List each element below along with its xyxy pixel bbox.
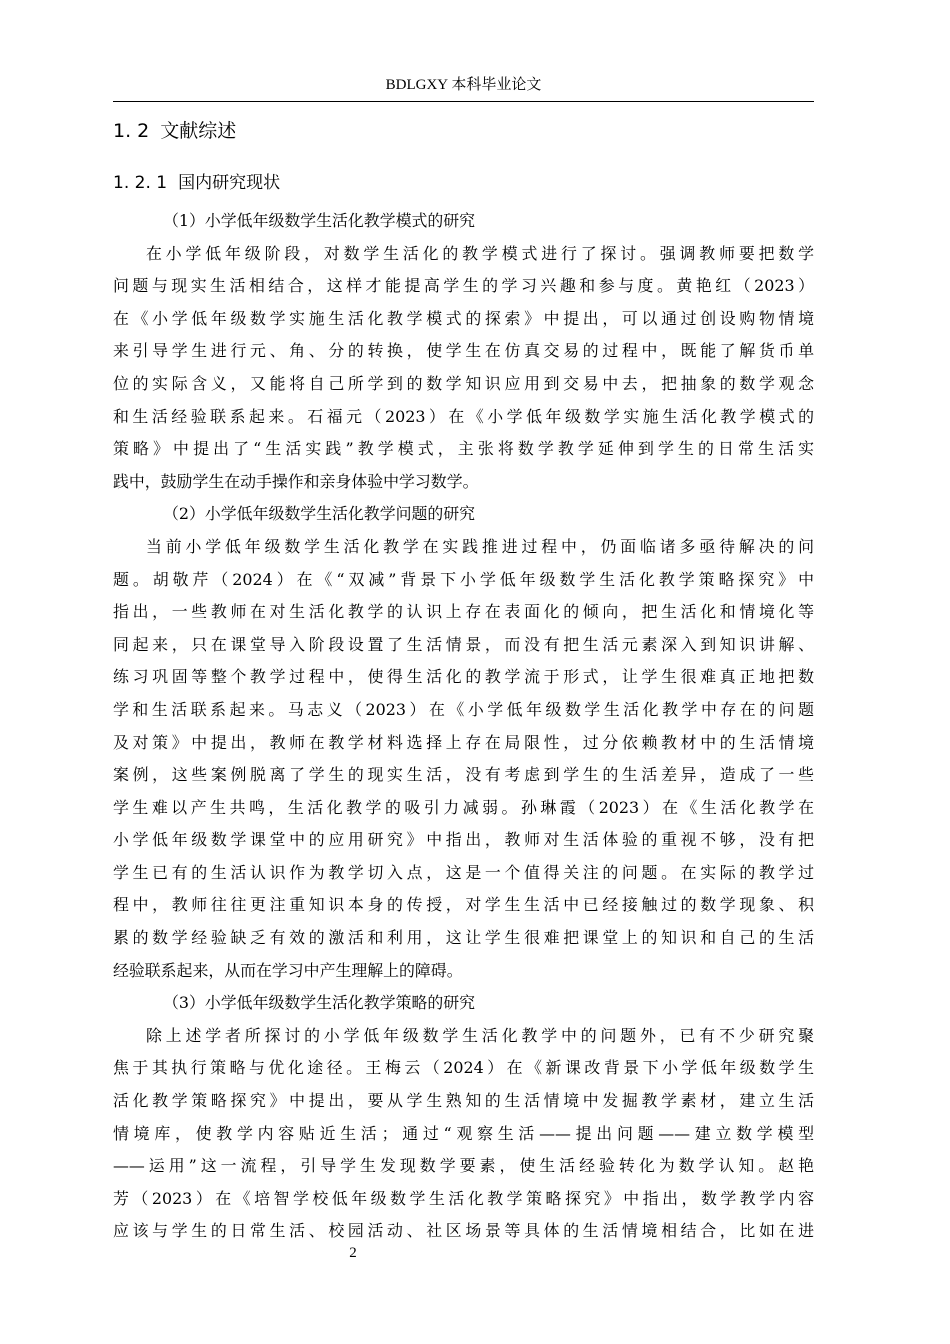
- body-text-line: 练习巩固等整个教学过程中，使得生活化的教学流于形式，让学生很难真正地把数: [113, 667, 814, 687]
- body-text-line: 累的数学经验缺乏有效的激活和利用，这让学生很难把课堂上的知识和自己的生活: [113, 928, 814, 948]
- subsection-number: 1. 2. 1: [113, 173, 168, 193]
- body-text-line: 指出，一些教师在对生活化教学的认识上存在表面化的倾向，把生活化和情境化等: [113, 602, 814, 622]
- body-text-line: 在小学低年级阶段，对数学生活化的教学模式进行了探讨。强调教师要把数学: [146, 243, 814, 263]
- body-text-line: 学和生活联系起来。马志义（2023）在《小学低年级数学生活化教学中存在的问题: [113, 699, 814, 719]
- section-title: 文献综述: [160, 120, 237, 142]
- body-text-line: 除上述学者所探讨的小学低年级数学生活化教学中的问题外，已有不少研究聚: [146, 1025, 814, 1045]
- body-text-line: 在《小学低年级数学实施生活化教学模式的探索》中提出，可以通过创设购物情境: [113, 308, 814, 328]
- body-text-line: 活化教学策略探究》中提出，要从学生熟知的生活情境中发掘教学素材，建立生活: [113, 1091, 814, 1111]
- page-number: 2: [349, 1245, 357, 1261]
- subsection-label-line: （1）小学低年级数学生活化教学模式的研究: [163, 211, 476, 230]
- section-heading: [113, 117, 236, 145]
- body-text-line: 践中，鼓励学生在动手操作和亲身体验中学习数学。: [113, 471, 479, 491]
- body-text-line: 学生已有的生活认识作为教学切入点，这是一个值得关注的问题。在实际的教学过: [113, 862, 814, 882]
- body-text-line: 应该与学生的日常生活、校园活动、社区场景等具体的生活情境相结合，比如在进: [113, 1221, 814, 1241]
- subsection-label-line: （3）小学低年级数学生活化教学策略的研究: [163, 993, 476, 1013]
- body-text-line: 题。胡敬芹（2024）在《“双减”背景下小学低年级数学生活化教学策略探究》中: [113, 569, 814, 589]
- body-text-line: 芳（2023）在《培智学校低年级数学生活化教学策略探究》中指出，数学教学内容: [113, 1188, 814, 1208]
- body-text-line: 和生活经验联系起来。石福元（2023）在《小学低年级数学实施生活化教学模式的: [113, 406, 814, 426]
- body-text-line: 及对策》中提出，教师在教学材料选择上存在局限性，过分依赖教材中的生活情境: [113, 732, 814, 752]
- body-text-line: 问题与现实生活相结合，这样才能提高学生的学习兴趣和参与度。黄艳红（2023）: [113, 276, 814, 296]
- body-text-line: 情境库，使教学内容贴近生活；通过“观察生活——提出问题——建立数学模型: [113, 1123, 814, 1143]
- subsection-label-line: （2）小学低年级数学生活化教学问题的研究: [163, 504, 476, 524]
- header-divider: [113, 101, 814, 102]
- body-text-line: ——运用”这一流程，引导学生发现数学要素，使生活经验转化为数学认知。赵艳: [113, 1156, 814, 1176]
- body-text-line: 来引导学生进行元、角、分的转换，使学生在仿真交易的过程中，既能了解货币单: [113, 341, 814, 361]
- body-text: [113, 205, 814, 1248]
- page-header: BDLGXY 本科毕业论文: [385, 77, 542, 93]
- body-text-line: 位的实际含义，又能将自己所学到的数学知识应用到交易中去，把抽象的数学观念: [113, 373, 814, 393]
- subsection-title: 国内研究现状: [178, 173, 281, 193]
- body-text-line: 小学低年级数学课堂中的应用研究》中指出，教师对生活体验的重视不够，没有把: [113, 830, 814, 850]
- subsection-heading: [113, 170, 280, 196]
- body-text-line: 焦于其执行策略与优化途径。王梅云（2024）在《新课改背景下小学低年级数学生: [113, 1058, 814, 1078]
- body-text-line: 策略》中提出了“生活实践”教学模式，主张将数学教学延伸到学生的日常生活实: [113, 439, 814, 459]
- body-text-line: 当前小学低年级数学生活化教学在实践推进过程中，仍面临诸多亟待解决的问: [146, 536, 814, 556]
- body-text-line: 同起来，只在课堂导入阶段设置了生活情景，而没有把生活元素深入到知识讲解、: [113, 634, 814, 654]
- body-text-line: 学生难以产生共鸣，生活化教学的吸引力减弱。孙琳霞（2023）在《生活化教学在: [113, 797, 814, 817]
- body-text-line: 经验联系起来，从而在学习中产生理解上的障碍。: [113, 960, 463, 980]
- body-text-line: 程中，教师往往更注重知识本身的传授，对学生生活中已经接触过的数学现象、积: [113, 895, 814, 915]
- section-number: 1. 2: [113, 120, 150, 142]
- body-text-line: 案例，这些案例脱离了学生的现实生活，没有考虑到学生的生活差异，造成了一些: [113, 765, 814, 785]
